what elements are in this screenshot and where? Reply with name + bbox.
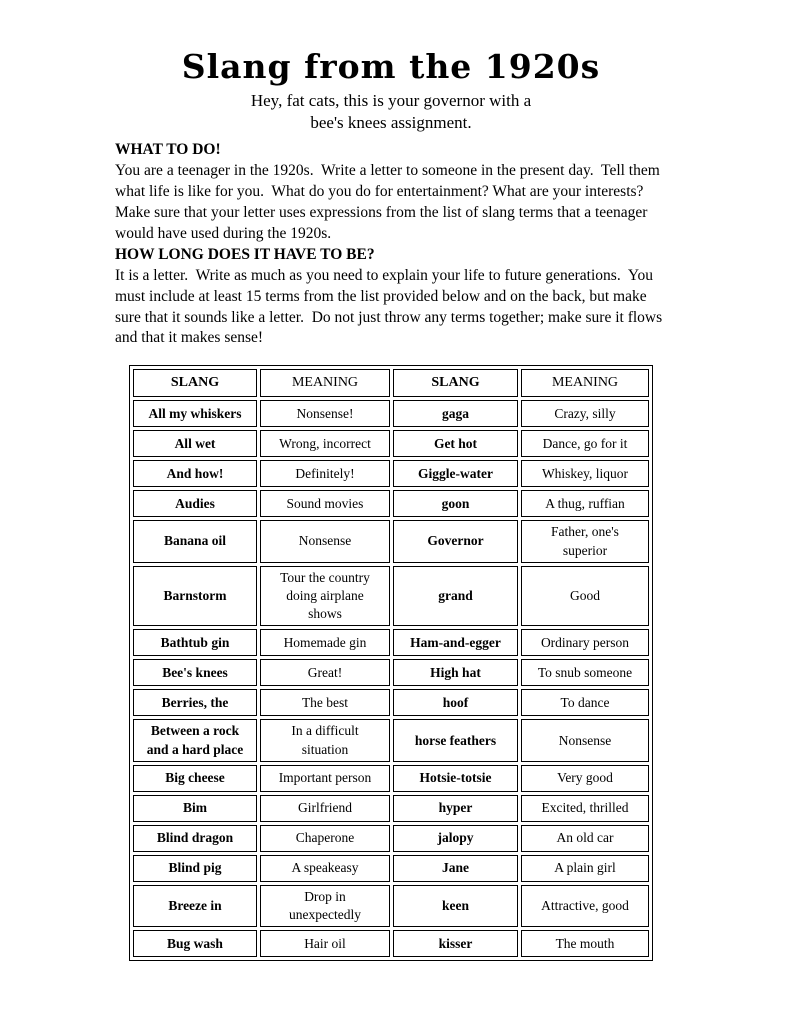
slang-table-body xyxy=(133,400,649,957)
meaning-text: The best xyxy=(260,689,390,716)
meaning-text: In a difficult situation xyxy=(260,719,390,761)
subtitle-line-2: bee's knees assignment. xyxy=(310,113,472,133)
slang-term: All my whiskers xyxy=(133,400,257,427)
meaning-text: An old car xyxy=(521,825,649,852)
page-title: Slang from the 1920s xyxy=(181,47,601,86)
slang-term: Giggle-water xyxy=(393,460,518,487)
table-row xyxy=(133,520,649,562)
slang-term: All wet xyxy=(133,430,257,457)
slang-term: Banana oil xyxy=(133,520,257,562)
meaning-text: Excited, thrilled xyxy=(521,795,649,822)
slang-term: Get hot xyxy=(393,430,518,457)
meaning-text: Definitely! xyxy=(260,460,390,487)
meaning-text: Tour the country doing airplane shows xyxy=(260,566,390,627)
meaning-text: Important person xyxy=(260,765,390,792)
subtitle-line-1: Hey, fat cats, this is your governor with a xyxy=(250,90,532,110)
slang-term: Breeze in xyxy=(133,885,257,927)
section-heading-what-to-do: WHAT TO DO! xyxy=(115,141,221,159)
meaning-text: A thug, ruffian xyxy=(521,490,649,517)
meaning-text: Chaperone xyxy=(260,825,390,852)
slang-term: hyper xyxy=(393,795,518,822)
slang-term: gaga xyxy=(393,400,518,427)
column-header-slang: SLANG xyxy=(133,369,257,397)
slang-term: Ham-and-egger xyxy=(393,629,518,656)
slang-table xyxy=(129,365,653,961)
meaning-text: Father, one's superior xyxy=(521,520,649,562)
meaning-text: A speakeasy xyxy=(260,855,390,882)
column-header-meaning: MEANING xyxy=(260,369,390,397)
table-row xyxy=(133,460,649,487)
slang-term: Bug wash xyxy=(133,930,257,957)
meaning-text: Hair oil xyxy=(260,930,390,957)
section-heading-how-long: HOW LONG DOES IT HAVE TO BE? xyxy=(115,245,375,263)
slang-term: kisser xyxy=(393,930,518,957)
slang-term: hoof xyxy=(393,689,518,716)
slang-term: Big cheese xyxy=(133,765,257,792)
meaning-text: Great! xyxy=(260,659,390,686)
slang-term: Audies xyxy=(133,490,257,517)
meaning-text: Homemade gin xyxy=(260,629,390,656)
meaning-text: Nonsense xyxy=(260,520,390,562)
meaning-text: Nonsense xyxy=(521,719,649,761)
section-how-long xyxy=(115,245,667,350)
meaning-text: Very good xyxy=(521,765,649,792)
meaning-text: Attractive, good xyxy=(521,885,649,927)
meaning-text: Drop in unexpectedly xyxy=(260,885,390,927)
slang-term: And how! xyxy=(133,460,257,487)
table-row xyxy=(133,689,649,716)
meaning-text: Crazy, silly xyxy=(521,400,649,427)
subtitle xyxy=(115,90,667,134)
meaning-text: The mouth xyxy=(521,930,649,957)
table-row xyxy=(133,795,649,822)
slang-term: Between a rock and a hard place xyxy=(133,719,257,761)
slang-term: Barnstorm xyxy=(133,566,257,627)
section-body-how-long: It is a letter. Write as much as you need to explain your life to future generations. You must include at least 15 terms from the list provided below and on the back, but make sure that it sounds like a letter. Do not just throw any terms together; make sure it flows and that it makes sense! xyxy=(115,266,667,347)
slang-term: Jane xyxy=(393,855,518,882)
table-row xyxy=(133,719,649,761)
slang-term: Bathtub gin xyxy=(133,629,257,656)
meaning-text: Nonsense! xyxy=(260,400,390,427)
slang-term: Blind dragon xyxy=(133,825,257,852)
slang-term: jalopy xyxy=(393,825,518,852)
table-row xyxy=(133,659,649,686)
meaning-text: Sound movies xyxy=(260,490,390,517)
table-row xyxy=(133,885,649,927)
table-row xyxy=(133,430,649,457)
meaning-text: Good xyxy=(521,566,649,627)
slang-term: Hotsie-totsie xyxy=(393,765,518,792)
slang-term: High hat xyxy=(393,659,518,686)
slang-term: keen xyxy=(393,885,518,927)
meaning-text: Whiskey, liquor xyxy=(521,460,649,487)
table-row xyxy=(133,400,649,427)
meaning-text: Girlfriend xyxy=(260,795,390,822)
column-header-meaning: MEANING xyxy=(521,369,649,397)
section-body-what-to-do: You are a teenager in the 1920s. Write a letter to someone in the present day. Tell them what life is like for you. What do you do for entertainment? What are your interests? Make sure that your letter uses expressions from the list of slang terms that a teenager would have used during the 1920s. xyxy=(115,162,664,242)
table-row xyxy=(133,765,649,792)
slang-table-head xyxy=(133,369,649,397)
table-row xyxy=(133,629,649,656)
slang-term: Governor xyxy=(393,520,518,562)
table-row xyxy=(133,566,649,627)
table-row xyxy=(133,490,649,517)
slang-term: Blind pig xyxy=(133,855,257,882)
table-row xyxy=(133,930,649,957)
slang-term: grand xyxy=(393,566,518,627)
meaning-text: Wrong, incorrect xyxy=(260,430,390,457)
slang-term: horse feathers xyxy=(393,719,518,761)
slang-table-header-row xyxy=(133,369,649,397)
slang-term: goon xyxy=(393,490,518,517)
meaning-text: Dance, go for it xyxy=(521,430,649,457)
meaning-text: Ordinary person xyxy=(521,629,649,656)
section-what-to-do xyxy=(115,140,667,245)
meaning-text: A plain girl xyxy=(521,855,649,882)
meaning-text: To snub someone xyxy=(521,659,649,686)
slang-term: Bim xyxy=(133,795,257,822)
column-header-slang: SLANG xyxy=(393,369,518,397)
slang-term: Bee's knees xyxy=(133,659,257,686)
slang-term: Berries, the xyxy=(133,689,257,716)
table-row xyxy=(133,825,649,852)
meaning-text: To dance xyxy=(521,689,649,716)
table-row xyxy=(133,855,649,882)
